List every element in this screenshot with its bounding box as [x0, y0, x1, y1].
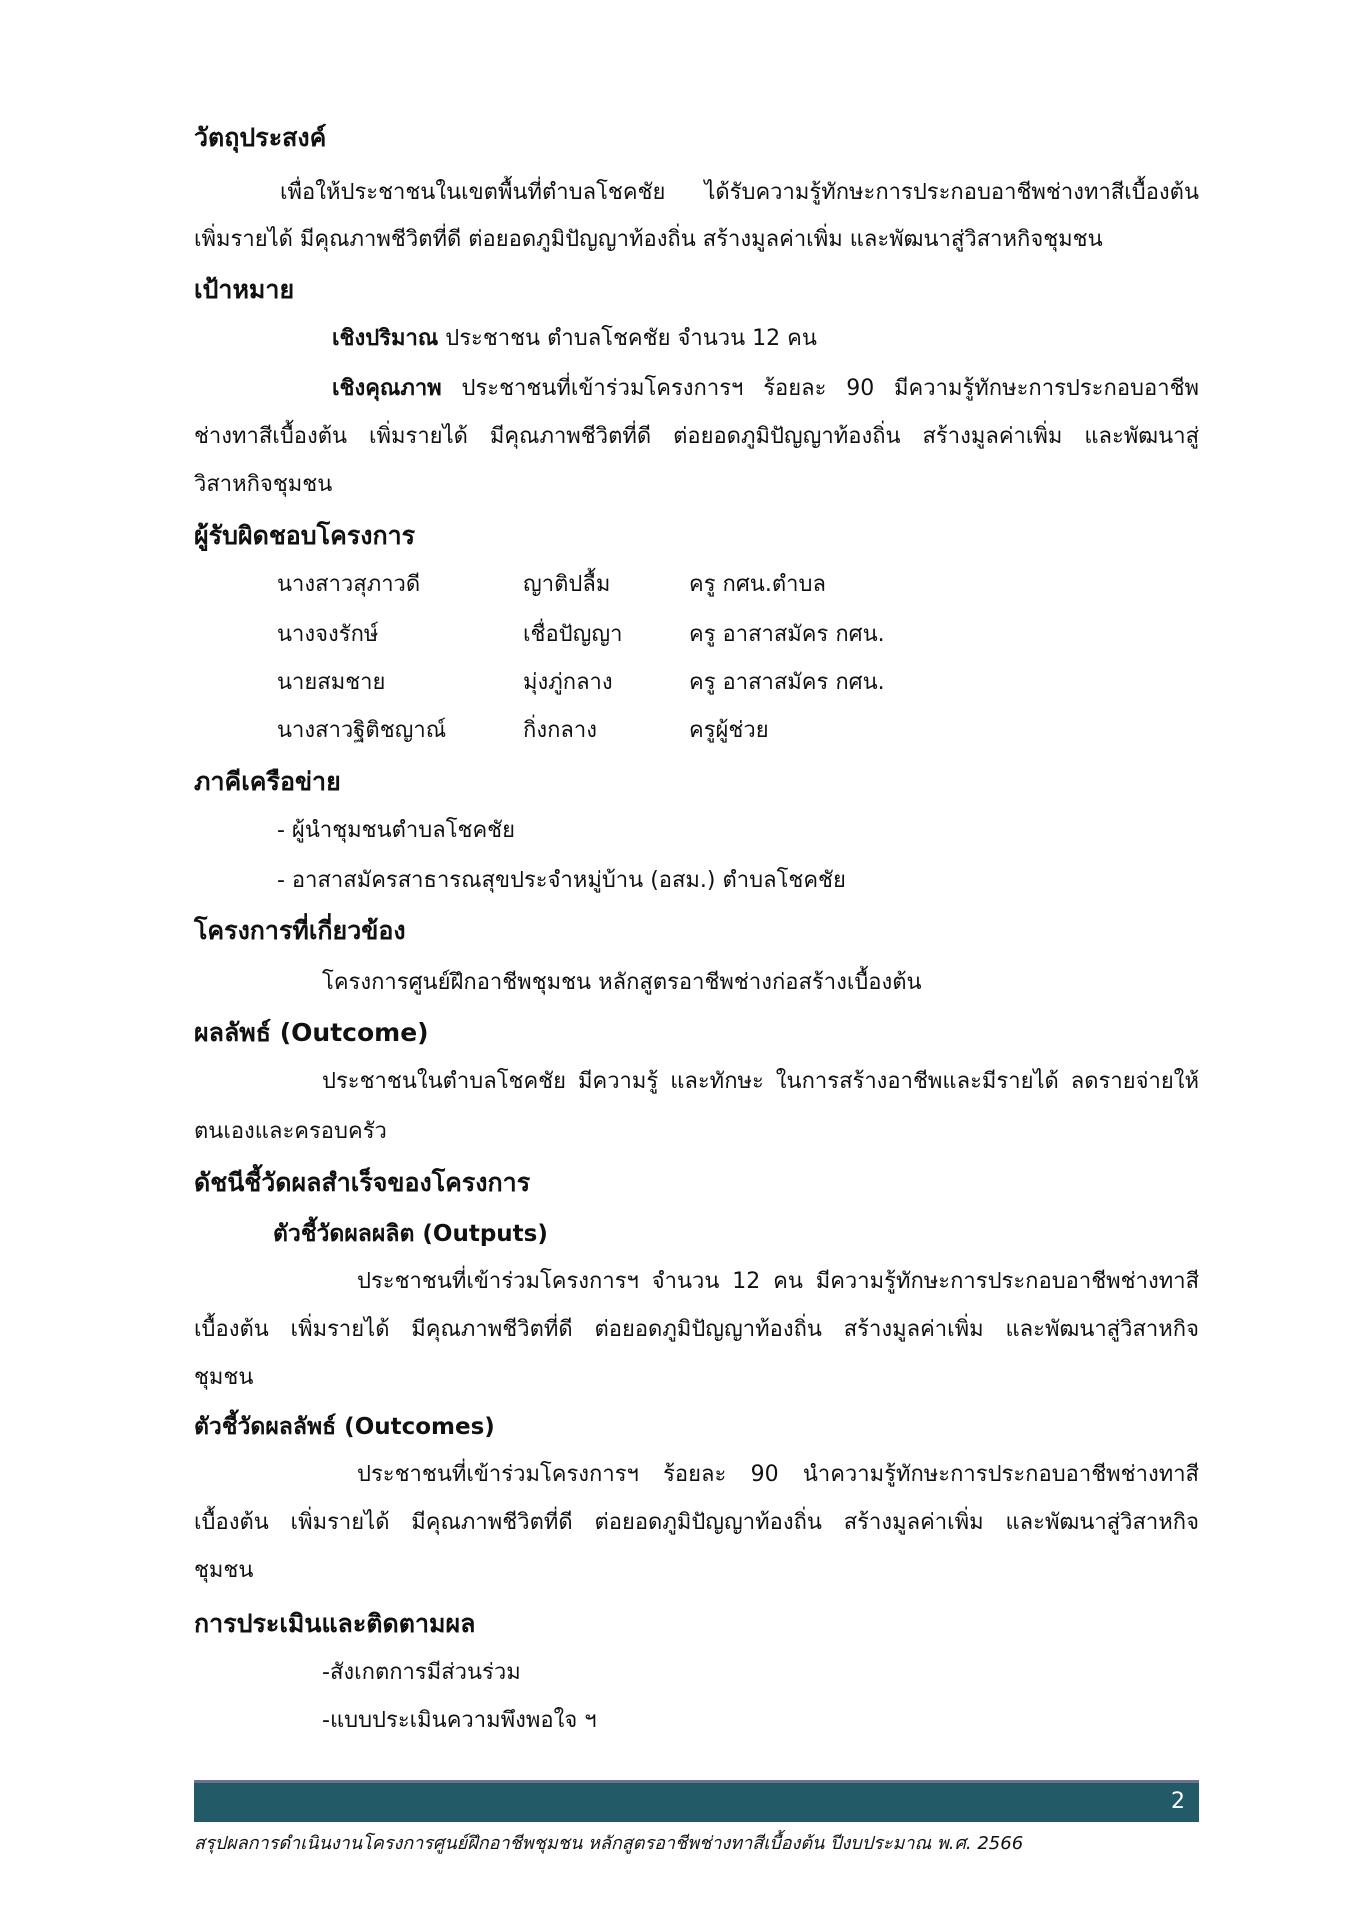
- person-last-name: เชื่อปัญญา: [523, 622, 623, 647]
- evaluation-item: -สังเกตการมีส่วนร่วม: [322, 1660, 521, 1685]
- person-role: ครู อาสาสมัคร กศน.: [689, 622, 885, 647]
- goal-quality-text: วิสาหกิจชุมชน: [194, 472, 333, 497]
- objective-heading: วัตถุประสงค์: [194, 123, 327, 152]
- person-role: ครู กศน.ตำบล: [689, 572, 826, 597]
- person-first-name: นายสมชาย: [277, 670, 386, 695]
- person-last-name: กิ่งกลาง: [523, 718, 597, 743]
- evaluation-heading: การประเมินและติดตามผล: [194, 1609, 476, 1638]
- evaluation-item: -แบบประเมินความพึงพอใจ ฯ: [322, 1708, 597, 1733]
- related-heading: โครงการที่เกี่ยวข้อง: [194, 916, 406, 945]
- outcomes-text: ประชาชนที่เข้าร่วมโครงการฯ ร้อยละ 90 นำความรู้ทักษะการประกอบอาชีพช่างทาสี: [357, 1462, 1199, 1487]
- network-item: - อาสาสมัครสาธารณสุขประจำหมู่บ้าน (อสม.) ตำบลโชคชัย: [277, 868, 846, 893]
- goal-quantity-label: เชิงปริมาณ: [332, 326, 439, 351]
- indicators-heading: ดัชนีชี้วัดผลสำเร็จของโครงการ: [194, 1168, 531, 1197]
- person-first-name: นางสาวสุภาวดี: [277, 572, 421, 597]
- person-last-name: ญาติปลื้ม: [523, 572, 611, 597]
- outcomes-text: ชุมชน: [194, 1558, 254, 1583]
- page-number: 2: [1171, 1789, 1185, 1814]
- goal-heading: เป้าหมาย: [194, 275, 295, 304]
- objective-text: เพื่อให้ประชาชนในเขตพื้นที่ตำบลโชคชัย ได้รับความรู้ทักษะการประกอบอาชีพช่างทาสีเบื้องต้น: [280, 180, 1199, 205]
- person-role: ครูผู้ช่วย: [689, 718, 769, 743]
- footer-text: สรุปผลการดำเนินงานโครงการศูนย์ฝึกอาชีพชุมชน หลักสูตรอาชีพช่างทาสีเบื้องต้น ปีงบประมาณ พ.ศ. 2566: [194, 1833, 1024, 1854]
- person-first-name: นางจงรักษ์: [277, 622, 379, 647]
- goal-quality-label: เชิงคุณภาพ: [332, 376, 442, 401]
- network-heading: ภาคีเครือข่าย: [194, 767, 341, 796]
- goal-quality-text: ช่างทาสีเบื้องต้น เพิ่มรายได้ มีคุณภาพชีวิตที่ดี ต่อยอดภูมิปัญญาท้องถิ่น สร้างมูลค่าเพิ่ม และพัฒนาสู่: [194, 424, 1199, 449]
- outcome-heading: ผลลัพธ์ (Outcome): [194, 1018, 429, 1047]
- responsible-heading: ผู้รับผิดชอบโครงการ: [194, 521, 416, 550]
- person-last-name: มุ่งภู่กลาง: [523, 670, 613, 695]
- related-text: โครงการศูนย์ฝึกอาชีพชุมชน หลักสูตรอาชีพช่างก่อสร้างเบื้องต้น: [322, 970, 922, 995]
- outcomes-text: เบื้องต้น เพิ่มรายได้ มีคุณภาพชีวิตที่ดี ต่อยอดภูมิปัญญาท้องถิ่น สร้างมูลค่าเพิ่ม และพัฒนาสู่วิสาหกิจ: [194, 1510, 1199, 1535]
- goal-quantity-text: ประชาชน ตำบลโชคชัย จำนวน 12 คน: [438, 326, 817, 351]
- outcome-text: ประชาชนในตำบลโชคชัย มีความรู้ และทักษะ ในการสร้างอาชีพและมีรายได้ ลดรายจ่ายให้: [322, 1069, 1199, 1094]
- outcome-text: ตนเองและครอบครัว: [194, 1119, 387, 1144]
- objective-text: เพิ่มรายได้ มีคุณภาพชีวิตที่ดี ต่อยอดภูมิปัญญาท้องถิ่น สร้างมูลค่าเพิ่ม และพัฒนาสู่วิสาหกิจชุมชน: [194, 227, 1103, 252]
- outputs-text: เบื้องต้น เพิ่มรายได้ มีคุณภาพชีวิตที่ดี ต่อยอดภูมิปัญญาท้องถิ่น สร้างมูลค่าเพิ่ม และพัฒนาสู่วิสาหกิจ: [194, 1317, 1199, 1342]
- goal-quantity: [332, 321, 817, 357]
- outcomes-heading: ตัวชี้วัดผลลัพธ์ (Outcomes): [194, 1414, 495, 1440]
- outputs-text: ชุมชน: [194, 1365, 254, 1390]
- goal-quality: [332, 371, 1199, 407]
- network-item: - ผู้นำชุมชนตำบลโชคชัย: [277, 818, 515, 843]
- person-role: ครู อาสาสมัคร กศน.: [689, 670, 885, 695]
- outputs-text: ประชาชนที่เข้าร่วมโครงการฯ จำนวน 12 คน มีความรู้ทักษะการประกอบอาชีพช่างทาสี: [357, 1269, 1199, 1294]
- outputs-heading: ตัวชี้วัดผลผลิต (Outputs): [273, 1221, 548, 1247]
- goal-quality-text: ประชาชนที่เข้าร่วมโครงการฯ ร้อยละ 90 มีความรู้ทักษะการประกอบอาชีพ: [441, 376, 1199, 401]
- person-first-name: นางสาวฐิติชญาณ์: [277, 718, 447, 743]
- footer-bar: [194, 1783, 1199, 1822]
